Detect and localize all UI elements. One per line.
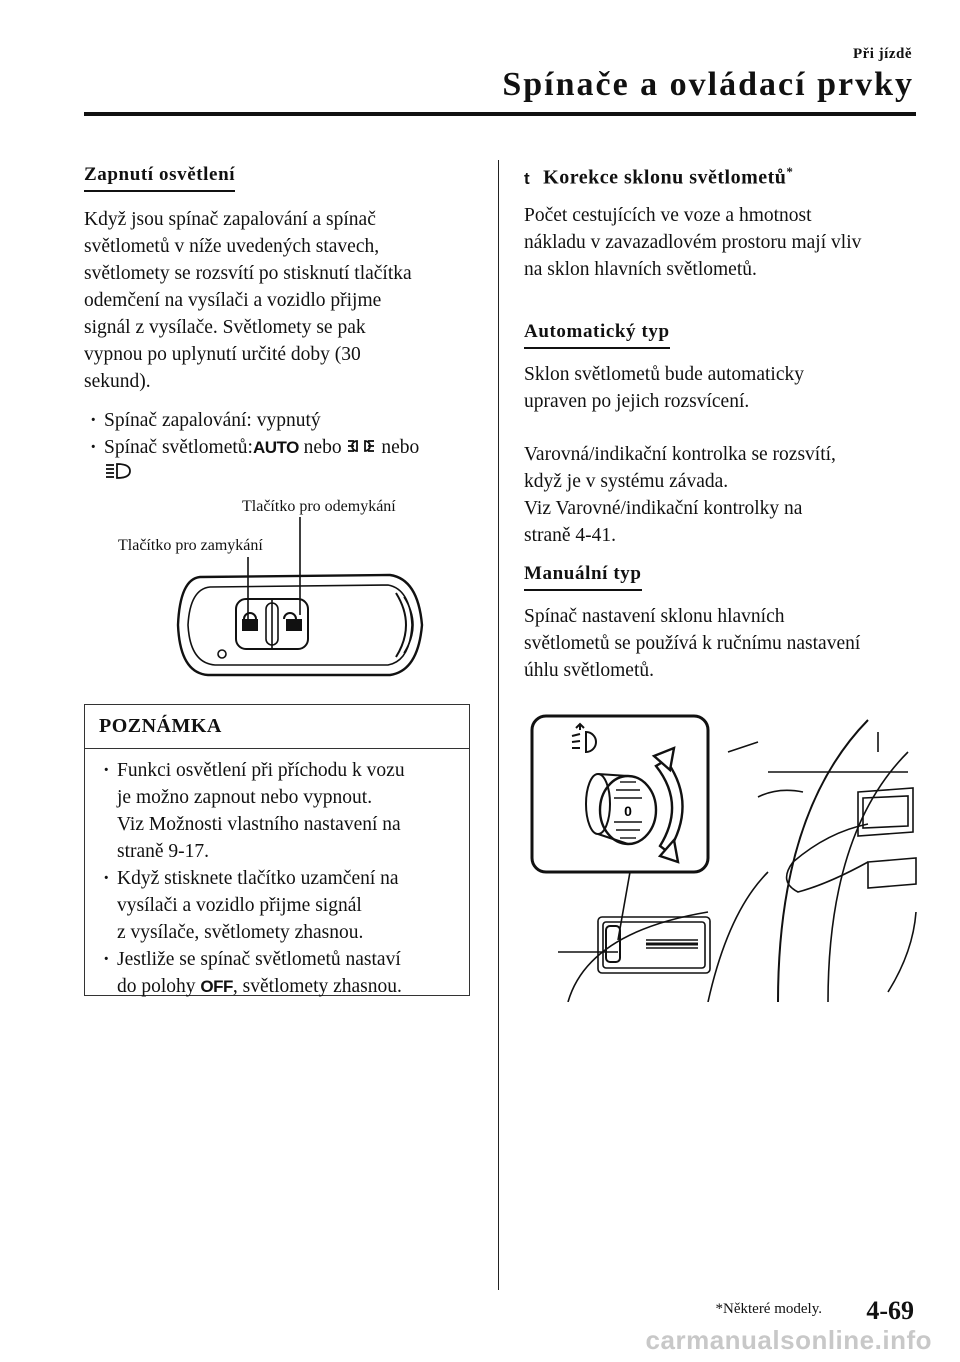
callout-unlock-button: Tlačítko pro odemykání [242,498,396,515]
auto-symbol: AUTO [252,438,299,457]
heading-auto-type: Automatický typ [524,321,670,349]
heading-leveling: t Korekce sklonu světlometů* [524,164,794,189]
bullet-headlight-switch: · Spínač světlometů:AUTO nebo nebo [84,434,484,489]
footer-note: *Některé modely. [715,1301,822,1317]
note-box [84,704,470,996]
leveling-dial-figure [528,712,918,1002]
column-divider [498,160,499,1290]
section-marker: t [524,168,530,188]
section-label: Při jízdě [852,46,912,62]
parking-light-icon [346,437,376,455]
page-number: 4-69 [866,1296,914,1325]
note-title: POZNÁMKA [85,705,469,749]
left-column [84,164,484,489]
leveling-intro: Počet cestujících ve voze a hmotnost nákladu v zavazadlovém prostoru mají vliv na sklon hlavních světlometů. [524,204,862,280]
page-title: Spínače a ovládací prvky [502,66,914,103]
watermark: carmanualsonline.info [645,1325,932,1355]
headlight-icon [104,461,132,481]
heading-manual-type: Manuální typ [524,563,642,591]
bullet-ignition: · Spínač zapalování: vypnutý [84,407,484,434]
warning-text: Varovná/indikační kontrolka se rozsvítí, když je v systému závada. Viz Varovné/indikační kontrolky na straně 4-41. [524,443,836,546]
auto-type-text: Sklon světlometů bude automaticky upraven po jejich rozsvícení. [524,363,804,412]
manual-type-text: Spínač nastavení sklonu hlavních světlometů se používá k ručnímu nastavení úhlu světlometů. [524,605,861,681]
note-item-3: · Jestliže se spínač světlometů nastaví do polohy OFF, světlomety zhasnou. [97,946,459,1000]
lock-button-icon [242,613,258,631]
off-symbol: OFF [200,977,233,996]
dial-zero-label: 0 [624,803,632,819]
callout-lock-button: Tlačítko pro zamykání [118,537,263,554]
heading-lighting: Zapnutí osvětlení [84,164,235,192]
note-item-1: · Funkci osvětlení při příchodu k vozu je možno zapnout nebo vypnout. Viz Možnosti vlastního nastavení na straně 9-17. [97,757,459,865]
header-rule [84,112,916,116]
right-column [524,164,916,684]
lighting-paragraph: Když jsou spínač zapalování a spínač světlometů v níže uvedených stavech, světlomety se rozsvítí po stisknutí tlačítka odemčení na vysílači a vozidlo přijme signál z vysílače. Světlomety se pak vypnou po uplynutí určité doby (30 sekund). [84,209,412,392]
key-fob-figure [160,515,440,690]
unlock-button-icon [284,613,302,631]
note-item-2: · Když stisknete tlačítko uzamčení na vysílači a vozidlo přijme signál z vysílače, světlomety zhasnou. [97,865,459,946]
